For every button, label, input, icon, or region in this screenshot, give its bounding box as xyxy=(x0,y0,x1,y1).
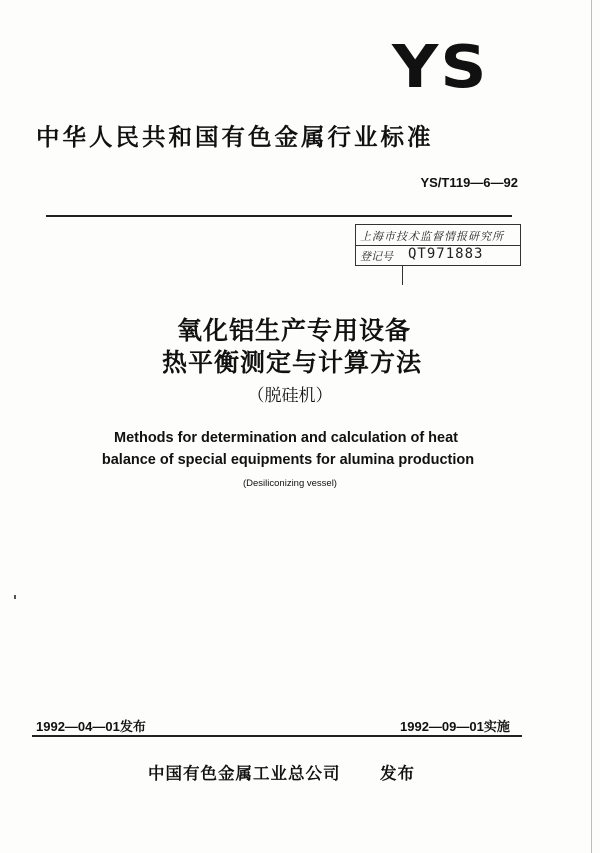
title-en-subtitle: (Desiliconizing vessel) xyxy=(243,478,337,489)
organization-title: 中华人民共和国有色金属行业标准 xyxy=(36,123,434,151)
stamp-organization: 上海市技术监督情报研究所 xyxy=(360,230,504,243)
issue-date: 1992—04—01发布 xyxy=(36,719,146,734)
stamp-org-row xyxy=(356,225,520,246)
registration-stamp xyxy=(355,224,521,266)
footer-divider xyxy=(32,735,522,737)
issuer-verb: 发布 xyxy=(380,764,415,783)
implementation-date: 1992—09—01实施 xyxy=(400,719,510,734)
stamp-divider xyxy=(402,265,403,285)
issuer-name: 中国有色金属工业总公司 xyxy=(148,764,341,783)
title-en-line1: Methods for determination and calculation of heat xyxy=(114,430,458,446)
header-divider xyxy=(46,215,512,217)
title-cn-line2: 热平衡测定与计算方法 xyxy=(161,348,422,377)
scan-speck xyxy=(14,595,16,599)
standard-number: YS/T119—6—92 xyxy=(420,175,518,190)
page-edge-line xyxy=(591,0,592,853)
ys-logo: YS xyxy=(392,33,489,102)
stamp-register-label: 登记号 xyxy=(360,250,393,263)
title-cn-line1: 氧化铝生产专用设备 xyxy=(176,316,411,345)
stamp-register-row xyxy=(356,245,520,265)
title-cn-subtitle: （脱硅机） xyxy=(247,386,333,406)
title-en-line2: balance of special equipments for alumina production xyxy=(101,452,475,468)
stamp-register-number: QT971883 xyxy=(408,246,484,262)
